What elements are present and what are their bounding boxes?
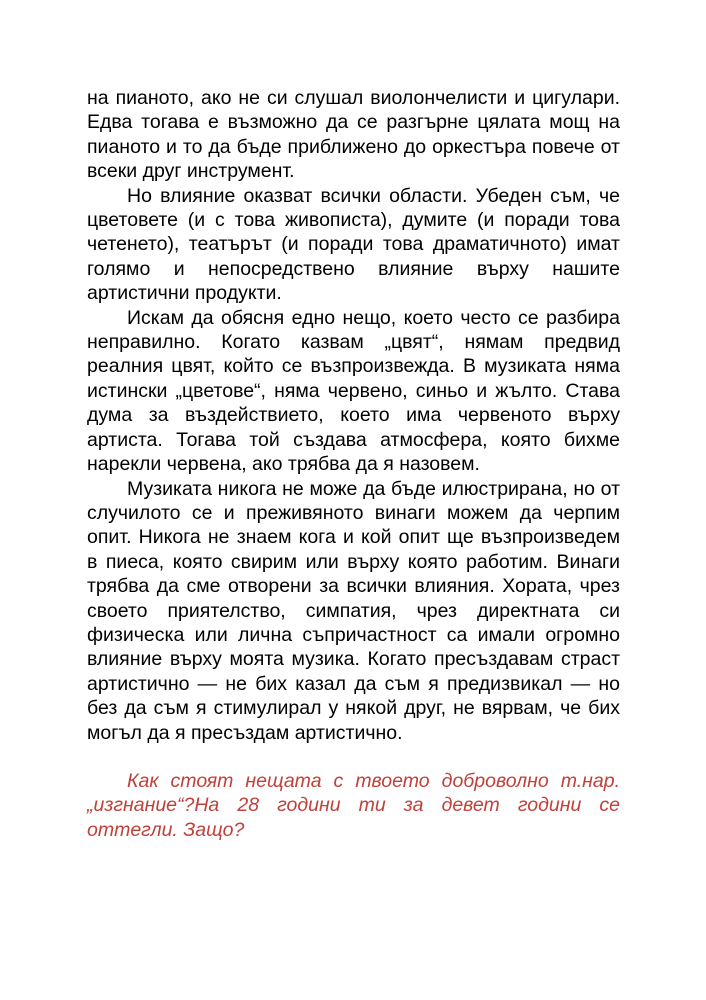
interview-question: Как стоят нещата с твоето доброволно т.нар. „изгнание“?На 28 години ти за девет години се оттегли. Защо?	[87, 769, 620, 841]
body-paragraph: Музиката никога не може да бъде илюстрирана, но от случилото се и преживяното винаги можем да черпим опит. Никога не знаем кога и кой опит ще възпроизведем в пиеса, която свирим или върху която работим. Винаги трябва да сме отворени за всички влияния. Хората, чрез своето приятелство, симпатия, чрез директната си физическа или лична съпричастност са имали огромно влияние върху моята музика. Когато пресъздавам страст артистично — не бих казал да съм я предизвикал — но без да съм я стимулирал у някой друг, не вярвам, че бих могъл да я пресъздам артистично.	[87, 477, 620, 744]
document-page	[87, 86, 620, 842]
body-paragraph: Но влияние оказват всички области. Убеден съм, че цветовете (и с това живописта), думите (и поради това четенето), театърът (и поради това драматичното) имат голямо и непосредствено влияние върху нашите артистични продукти.	[87, 184, 620, 305]
body-paragraph: Искам да обясня едно нещо, което често се разбира неправилно. Когато казвам „цвят“, нямам предвид реалния цвят, който се възпроизвежда. В музиката няма истински „цветове“, няма червено, синьо и жълто. Става дума за въздействието, което има червеното върху артиста. Тогава той създава атмосфера, която бихме нарекли червена, ако трябва да я назовем.	[87, 306, 620, 476]
body-paragraph-continuation: на пианото, ако не си слушал виолончелисти и цигулари. Едва тогава е възможно да се разгърне цялата мощ на пианото и то да бъде приближено до оркестъра повече от всеки друг инструмент.	[87, 87, 620, 183]
